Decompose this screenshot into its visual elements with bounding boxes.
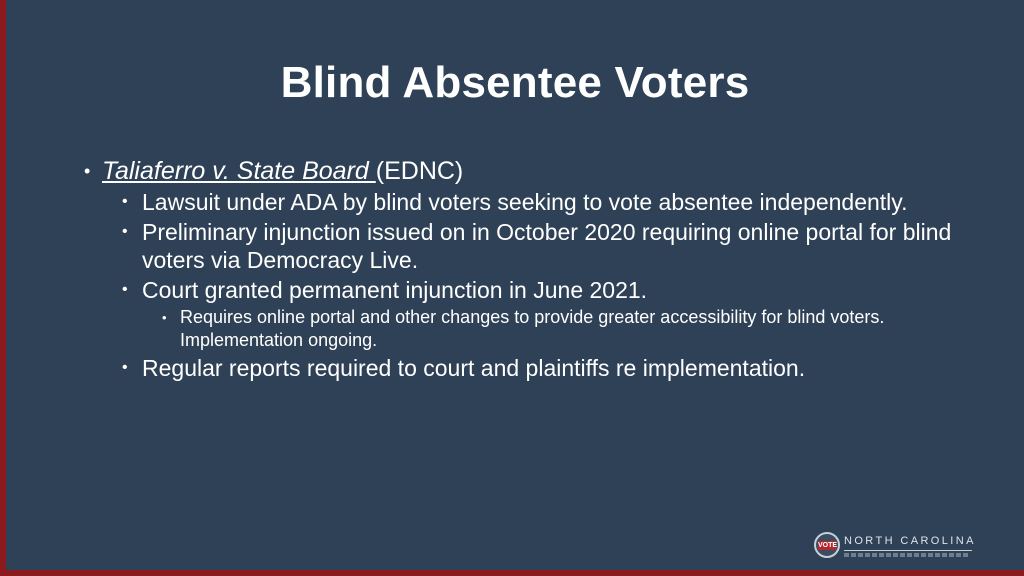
bullet-dot: • [122, 359, 128, 376]
bullet-dot: • [122, 281, 128, 298]
bullet-dot: • [122, 223, 128, 240]
vote-badge-text: VOTE [818, 542, 838, 549]
bullet-requirements [82, 306, 1002, 352]
case-name: Taliaferro v. State Board [102, 157, 376, 185]
bullet-list [82, 156, 1002, 382]
bullet-text: Preliminary injunction issued on in October 2020 requiring online portal for blind voters via Democracy Live. [142, 219, 952, 273]
vote-seal-icon [814, 532, 840, 558]
logo-divider [844, 550, 972, 551]
logo-subtitle-illegible [844, 553, 968, 557]
bullet-permanent-injunction [82, 276, 1002, 304]
court-name: (EDNC) [375, 157, 464, 185]
bullet-text: Lawsuit under ADA by blind voters seeking to vote absentee independently. [142, 189, 908, 215]
bullet-dot: • [122, 193, 128, 210]
bullet-dot: • [84, 161, 91, 181]
bullet-reports [82, 354, 1002, 382]
bullet-dot: • [162, 310, 167, 325]
bullet-text: Court granted permanent injunction in June 2021. [142, 277, 648, 303]
bullet-case [82, 156, 1002, 186]
bullet-lawsuit [82, 188, 1002, 216]
bullet-text: Regular reports required to court and plaintiffs re implementation. [142, 355, 806, 381]
bullet-preliminary-injunction [82, 218, 1002, 274]
bullet-text: Requires online portal and other changes to provide greater accessibility for blind voters. Implementation ongoing. [180, 307, 885, 350]
slide-title: Blind Absentee Voters [280, 58, 750, 107]
logo-name: NORTH CAROLINA [844, 535, 976, 547]
